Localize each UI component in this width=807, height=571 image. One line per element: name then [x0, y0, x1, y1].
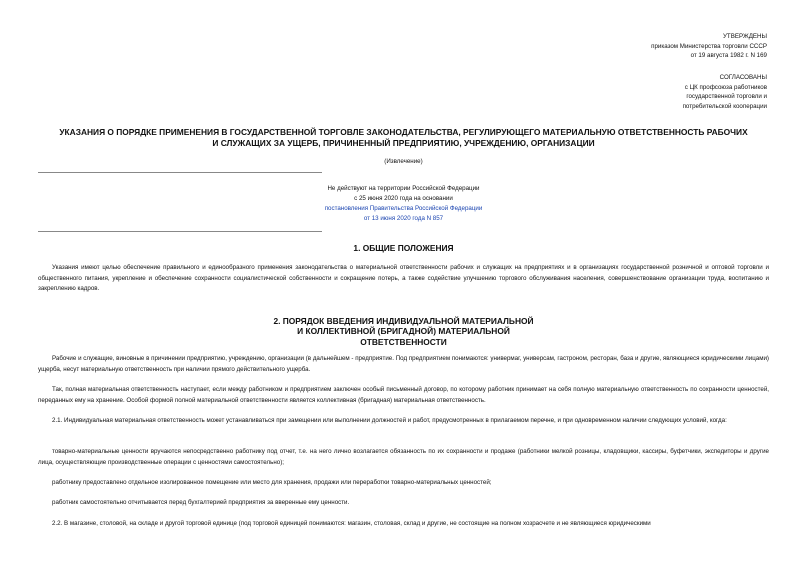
resolution-link-line-2[interactable]: от 13 июня 2020 года N 857 — [363, 215, 444, 222]
section-2-title — [0, 316, 807, 347]
section-2-paragraph-1: Рабочие и служащие, виновные в причинении предприятию, учреждению, организации (в дальнейшем - предприятие. Под предприятием понимаются: универмаг, универсам, гастроном, ресторан, база и другие, являющиеся юридическими лицами) ущерба, несут материальную ответственность при наличии прямого действительного ущерба. — [38, 355, 769, 373]
document-subtitle: (Извлечение) — [384, 158, 423, 165]
approval-title: УТВЕРЖДЕНЫ — [723, 33, 767, 40]
notice-line-1: Не действуют на территории Российской Федерации — [327, 185, 480, 192]
approval-block — [651, 32, 767, 61]
divider-bottom — [38, 231, 322, 232]
agreement-block — [683, 73, 767, 111]
document-title-line-2: И СЛУЖАЩИХ ЗА УЩЕРБ, ПРИЧИНЕННЫЙ ПРЕДПРИЯТИЮ, УЧРЕЖДЕНИЮ, ОРГАНИЗАЦИИ — [212, 138, 595, 148]
section-2-paragraph-6: работник самостоятельно отчитывается перед бухгалтерией предприятия за вверенные ему ценности. — [52, 499, 350, 506]
section-1-title: 1. ОБЩИЕ ПОЛОЖЕНИЯ — [353, 243, 454, 253]
document-title — [38, 127, 769, 149]
section-2-paragraph-2: Так, полная материальная ответственность наступает, если между работником и предприятием заключен особый письменный договор, по которому работник принимает на себя полную материальную ответственность по сохранности ценностей, переданных ему на хранение. Особой формой полной материальной ответственности является коллективная (бригадная) материальная ответственность. — [38, 386, 769, 404]
notice-line-2: с 25 июня 2020 года на основании — [354, 195, 453, 202]
agreement-title: СОГЛАСОВАНЫ — [719, 74, 767, 81]
agreement-line-2: государственной торговли и — [686, 93, 767, 101]
validity-notice — [0, 184, 807, 224]
resolution-link-line-1[interactable]: постановления Правительства Российской Федерации — [324, 205, 483, 212]
section-1-paragraph-1: Указания имеют целью обеспечение правильного и единообразного применения законодательства о материальной ответственности рабочих и служащих на предприятиях и в организациях государственной розничной и оптовой торговли и общественного питания, укрепление и обеспечение сохранности социалистической собственности и сокращение потерь, а также содействие улучшению торгового обслуживания населения, совершенствование организации труда, воспитанию и закреплению кадров. — [38, 264, 769, 292]
agreement-line-1: с ЦК профсоюза работников — [684, 83, 767, 91]
approval-line-2: от 19 августа 1982 г. N 169 — [690, 52, 767, 60]
section-2-title-line-2: И КОЛЛЕКТИВНОЙ (БРИГАДНОЙ) МАТЕРИАЛЬНОЙ — [297, 326, 510, 337]
section-2-paragraph-4: товарно-материальные ценности вручаются непосредственно работнику под отчет, т.е. на него лично возлагается обязанность по их сохранности и продаже (работники мелкой розницы, кладовщики, кассиры, буфетчики, экспедиторы и другие лица, осуществляющие производственные операции с ценностями самостоятельно); — [38, 448, 769, 466]
section-2-paragraph-3: 2.1. Индивидуальная материальная ответственность может устанавливаться при замещении или выполнении должностей и работ, предусмотренных в прилагаемом перечне, и при одновременном наличии следующих условий, когда: — [52, 417, 727, 424]
section-2-title-line-3: ОТВЕТСТВЕННОСТИ — [360, 336, 447, 347]
section-2-title-line-1: 2. ПОРЯДОК ВВЕДЕНИЯ ИНДИВИДУАЛЬНОЙ МАТЕРИАЛЬНОЙ — [273, 316, 534, 326]
approval-line-1: приказом Министерства торговли СССР — [651, 42, 767, 50]
document-title-line-1: УКАЗАНИЯ О ПОРЯДКЕ ПРИМЕНЕНИЯ В ГОСУДАРСТВЕННОЙ ТОРГОВЛЕ ЗАКОНОДАТЕЛЬСТВА, РЕГУЛИРУЮЩЕГО МАТЕРИАЛЬНУЮ ОТВЕТСТВЕННОСТЬ РАБОЧИХ — [59, 127, 748, 137]
agreement-line-3: потребительской кооперации — [682, 102, 767, 110]
section-2-paragraph-5: работнику предоставлено отдельное изолированное помещение или место для хранения, продажи или переработки товарно-материальных ценностей; — [52, 479, 492, 486]
section-2-paragraph-7: 2.2. В магазине, столовой, на складе и другой торговой единице (под торговой единицей понимаются: магазин, столовая, склад и другие, не состоящие на полном хозрасчете и не являющиеся юридическими — [52, 520, 651, 527]
divider-top — [38, 172, 322, 173]
